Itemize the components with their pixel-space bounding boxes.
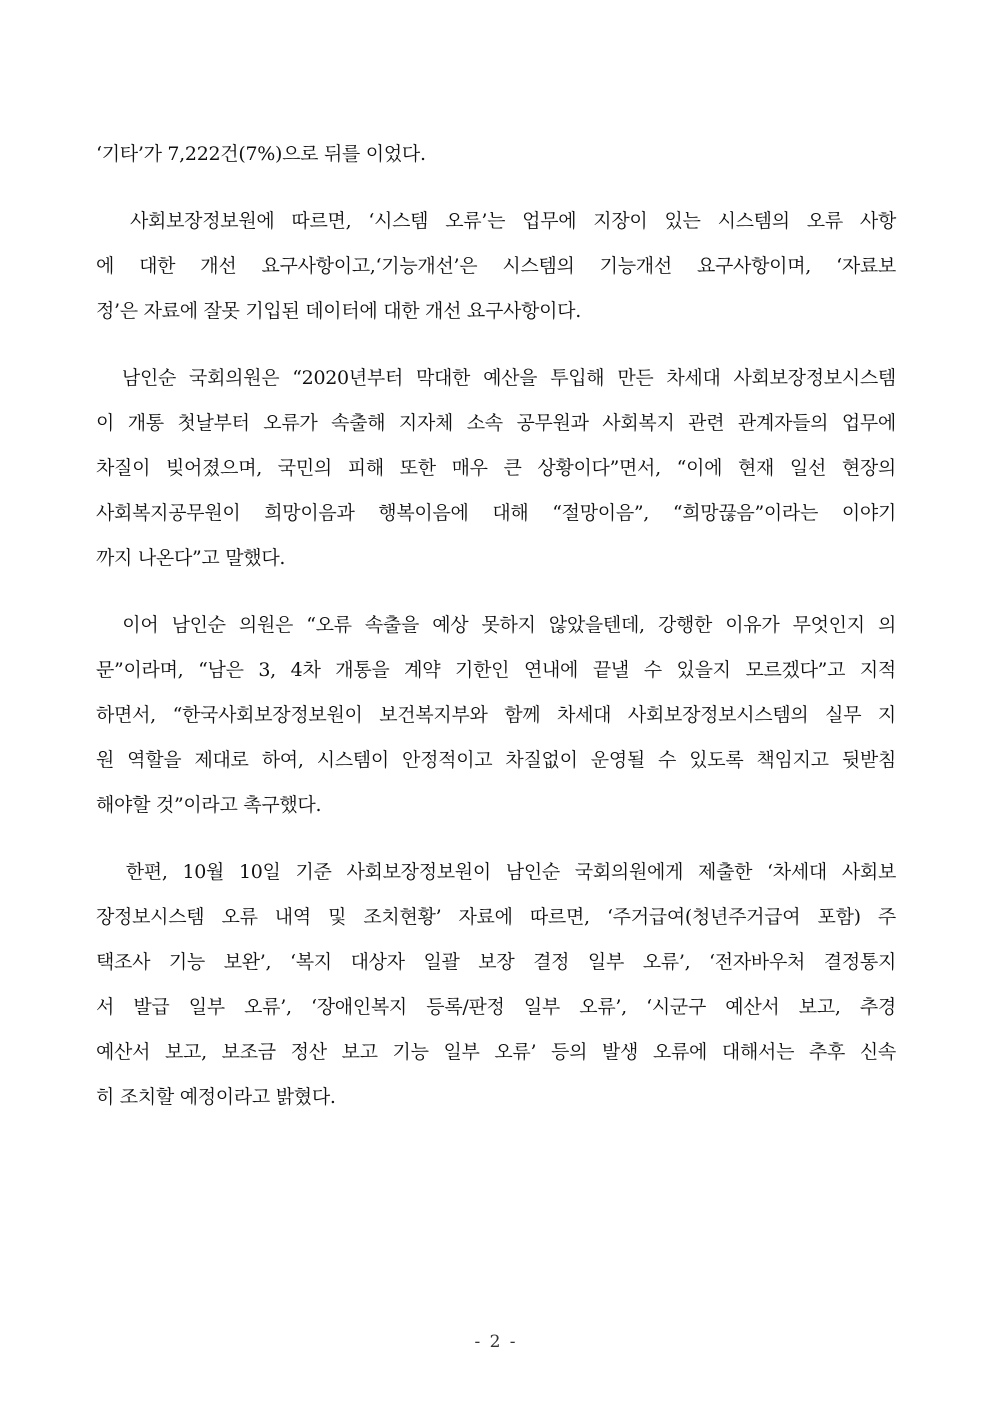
paragraph-line: 이 개통 첫날부터 오류가 속출해 지자체 소속 공무원과 사회복지 관련 관계자들의 업무에 — [96, 412, 896, 434]
paragraph-line: 에 대한 개선 요구사항이고,‘기능개선’은 시스템의 기능개선 요구사항이며, ‘자료보 — [96, 255, 896, 277]
document-body — [96, 132, 896, 1142]
paragraph-5 — [96, 850, 896, 1120]
paragraph-line: 한편, 10월 10일 기준 사회보장정보원이 남인순 국회의원에게 제출한 ‘차세대 사회보 — [96, 861, 896, 883]
paragraph-line: 사회보장정보원에 따르면, ‘시스템 오류’는 업무에 지장이 있는 시스템의 오류 사항 — [96, 210, 896, 232]
paragraph-line: 남인순 국회의원은 “2020년부터 막대한 예산을 투입해 만든 차세대 사회보장정보시스템 — [96, 367, 896, 389]
paragraph-1 — [96, 132, 896, 177]
paragraph-line: 해야할 것”이라고 촉구했다. — [96, 794, 322, 816]
paragraph-line: 사회복지공무원이 희망이음과 행복이음에 대해 “절망이음”, “희망끊음”이라는 이야기 — [96, 502, 896, 524]
paragraph-line: 정’은 자료에 잘못 기입된 데이터에 대한 개선 요구사항이다. — [96, 300, 581, 322]
paragraph-line: 서 발급 일부 오류’, ‘장애인복지 등록/판정 일부 오류’, ‘시군구 예산서 보고, 추경 — [96, 996, 896, 1018]
paragraph-line: 장정보시스템 오류 내역 및 조치현황’ 자료에 따르면, ‘주거급여(청년주거급여 포함) 주 — [96, 906, 896, 928]
paragraph-line: 원 역할을 제대로 하여, 시스템이 안정적이고 차질없이 운영될 수 있도록 책임지고 뒷받침 — [96, 749, 896, 771]
paragraph-4 — [96, 603, 896, 828]
paragraph-line: ‘기타’가 7,222건(7%)으로 뒤를 이었다. — [96, 143, 426, 165]
paragraph-2 — [96, 199, 896, 334]
paragraph-line: 문”이라며, “남은 3, 4차 개통을 계약 기한인 연내에 끝낼 수 있을지 모르겠다”고 지적 — [96, 659, 896, 681]
paragraph-line: 예산서 보고, 보조금 정산 보고 기능 일부 오류’ 등의 발생 오류에 대해서는 추후 신속 — [96, 1041, 896, 1063]
paragraph-line: 택조사 기능 보완’, ‘복지 대상자 일괄 보장 결정 일부 오류’, ‘전자바우처 결정통지 — [96, 951, 896, 973]
paragraph-line: 하면서, “한국사회보장정보원이 보건복지부와 함께 차세대 사회보장정보시스템의 실무 지 — [96, 704, 896, 726]
page-number: - 2 - — [474, 1332, 518, 1352]
paragraph-line: 까지 나온다”고 말했다. — [96, 547, 286, 569]
paragraph-line: 이어 남인순 의원은 “오류 속출을 예상 못하지 않았을텐데, 강행한 이유가 무엇인지 의 — [96, 614, 896, 636]
paragraph-line: 히 조치할 예정이라고 밝혔다. — [96, 1086, 336, 1108]
paragraph-3 — [96, 356, 896, 581]
paragraph-line: 차질이 빚어졌으며, 국민의 피해 또한 매우 큰 상황이다”면서, “이에 현재 일선 현장의 — [96, 457, 896, 479]
